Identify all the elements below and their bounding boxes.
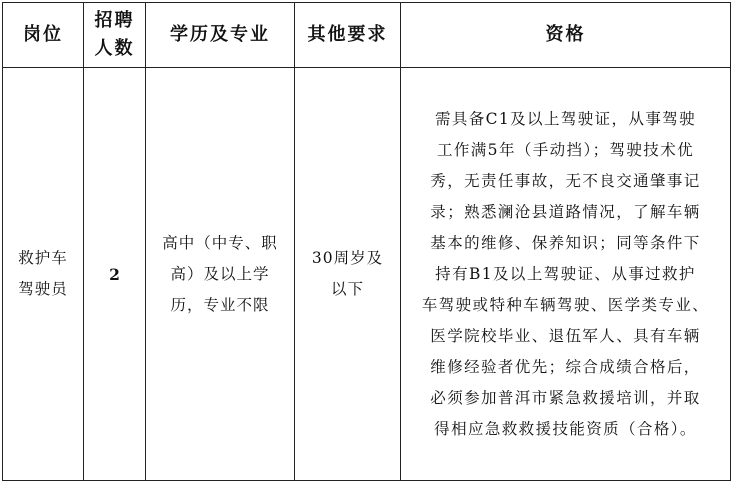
qualification-line-8: 医学院校毕业、退伍军人、具有车辆 (430, 326, 701, 345)
qualification-line-2: 工作满5年（手动挡）；驾驶技术优 (436, 140, 694, 159)
cell-other-requirements (295, 68, 401, 481)
other-line-2: 以下 (330, 280, 364, 298)
qualification-line-11: 得相应急救救援技能资质（合格）。 (434, 419, 697, 438)
header-recruit-count-line-1: 招聘 (94, 10, 135, 31)
education-line-3: 历，专业不限 (170, 295, 270, 314)
cell-count: 2 (84, 68, 146, 481)
cell-education (146, 68, 295, 481)
header-row (3, 3, 731, 68)
qualification-line-9: 维修经验者优先；综合成绩合格后， (430, 357, 701, 376)
qualification-line-4: 录；熟悉澜沧县道路情况，了解车辆 (430, 202, 701, 221)
qualification-line-6: 持有B1及以上驾驶证、从事过救护 (435, 264, 696, 283)
cell-position (3, 68, 84, 481)
table-row (3, 68, 731, 481)
qualification-line-10: 必须参加普洱市紧急救援培训，并取 (430, 388, 701, 407)
qualification-line-1: 需具备C1及以上驾驶证，从事驾驶 (434, 109, 697, 128)
position-line-1: 救护车 (18, 249, 68, 267)
other-line-1: 30周岁及 (311, 249, 384, 267)
position-line-2: 驾驶员 (18, 280, 68, 298)
qualification-line-5: 基本的维修、保养知识；同等条件下 (430, 233, 701, 252)
header-recruit-count (84, 3, 146, 68)
header-qualification: 资格 (401, 3, 731, 68)
header-position: 岗位 (3, 3, 84, 68)
qualification-line-3: 秀，无责任事故，无不良交通肇事记 (430, 171, 701, 190)
education-line-1: 高中（中专、职 (162, 233, 278, 252)
cell-qualification (401, 68, 731, 481)
qualification-line-7: 车驾驶或特种车辆驾驶、医学类专业、 (421, 295, 710, 314)
recruitment-table (2, 2, 731, 481)
education-line-2: 高）及以上学 (170, 264, 270, 283)
header-recruit-count-line-2: 人数 (94, 38, 135, 59)
header-education: 学历及专业 (146, 3, 295, 68)
header-other-requirements: 其他要求 (295, 3, 401, 68)
